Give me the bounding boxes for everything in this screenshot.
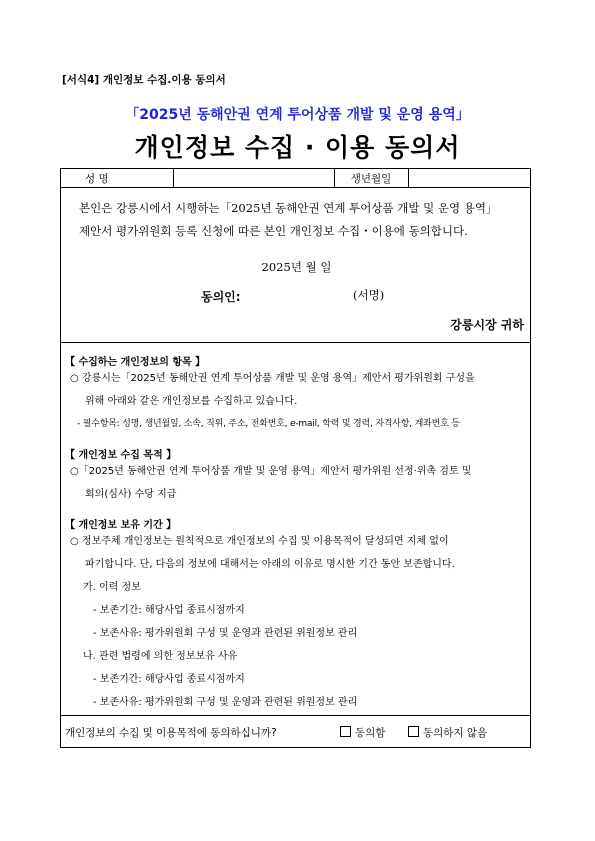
section-heading-items: 【 수집하는 개인정보의 항목 】	[65, 357, 206, 368]
consent-date: 2025년 월 일	[261, 260, 332, 274]
consent-question: 개인정보의 수집 및 이용목적에 동의하십니까?	[65, 727, 277, 739]
agree-checkbox[interactable]	[340, 726, 351, 737]
divider	[61, 187, 530, 188]
section-line: 가. 이력 정보	[83, 582, 141, 593]
document-title: 개인정보 수집 · 이용 동의서	[134, 133, 461, 162]
section-line: ○ 강릉시는「2025년 동해안권 연계 투어상품 개발 및 운영 용역」제안서 평가위원회 구성을	[70, 373, 475, 384]
section-heading-purpose: 【 개인정보 수집 목적 】	[65, 450, 177, 461]
name-label: 성 명	[85, 173, 109, 185]
name-field[interactable]	[174, 169, 334, 187]
disagree-option[interactable]	[408, 725, 487, 740]
consent-line-1: 본인은 강릉시에서 시행하는「2025년 동해안권 연계 투어상품 개발 및 운영 용역」	[79, 201, 498, 215]
signer-label: 동의인:	[201, 290, 241, 304]
disagree-label: 동의하지 않음	[423, 727, 488, 739]
section-line: - 필수항목: 성명, 생년월일, 소속, 직위, 주소, 전화번호, e-mail, 학력 및 경력, 자격사항, 계좌번호 등	[77, 419, 460, 429]
document-subtitle: 「2025년 동해안권 연계 투어상품 개발 및 운영 용역」	[125, 107, 470, 123]
recipient: 강릉시장 귀하	[450, 318, 524, 332]
section-line: - 보존사유: 평가위원회 구성 및 운영과 관련된 위원정보 관리	[93, 697, 358, 708]
disagree-checkbox[interactable]	[408, 726, 419, 737]
divider	[61, 342, 530, 343]
section-line: - 보존기간: 해당사업 종료시점까지	[93, 605, 245, 616]
section-heading-retention: 【 개인정보 보유 기간 】	[65, 520, 177, 531]
consent-line-2: 제안서 평가위원회 등록 신청에 따른 본인 개인정보 수집・이용에 동의합니다.	[79, 224, 468, 238]
section-line: ○「2025년 동해안권 연계 투어상품 개발 및 운영 용역」제안서 평가위원 선정·위촉 검토 및	[70, 466, 472, 477]
signature-field[interactable]: (서명)	[353, 288, 385, 302]
agree-label: 동의함	[355, 727, 386, 739]
section-line: - 보존사유: 평가위원회 구성 및 운영과 관련된 위원정보 관리	[93, 628, 358, 639]
section-line: 위해 아래와 같은 개인정보를 수집하고 있습니다.	[85, 396, 298, 407]
section-line: 회의(심사) 수당 지급	[85, 489, 177, 500]
birth-label: 생년월일	[350, 173, 392, 185]
agree-option[interactable]	[340, 725, 385, 740]
section-line: 나. 관련 법령에 의한 정보보유 사유	[83, 651, 238, 662]
section-line: - 보존기간: 해당사업 종료시점까지	[93, 674, 245, 685]
birth-field[interactable]	[409, 169, 531, 187]
section-line: ○ 정보주체 개인정보는 원칙적으로 개인정보의 수집 및 이용목적이 달성되면 지체 없이	[70, 536, 449, 547]
divider	[61, 715, 530, 716]
section-line: 파기합니다. 단, 다음의 정보에 대해서는 아래의 이유로 명시한 기간 동안 보존합니다.	[85, 559, 455, 570]
consent-form-frame	[60, 168, 531, 748]
form-label: [서식4] 개인정보 수집.이용 동의서	[62, 74, 226, 86]
